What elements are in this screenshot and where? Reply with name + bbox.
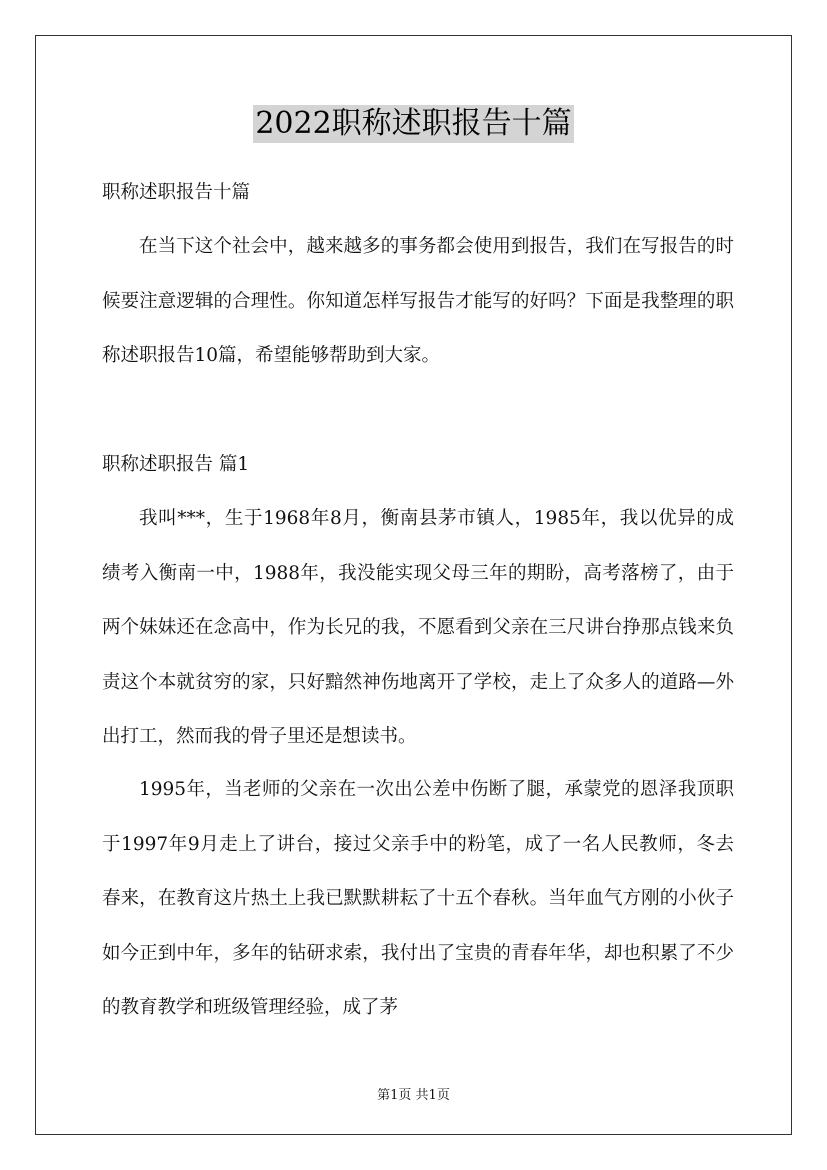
- section-heading: 职称述职报告 篇1: [102, 454, 250, 475]
- title-container: [0, 105, 827, 143]
- intro-paragraph: 在当下这个社会中，越来越多的事务都会使用到报告，我们在写报告的时候要注意逻辑的合理性。你知道怎样写报告才能写的好吗？下面是我整理的职称述职报告10篇，希望能够帮助到大家。: [102, 236, 734, 366]
- body-paragraph-2: 1995年，当老师的父亲在一次出公差中伤断了腿，承蒙党的恩泽我顶职于1997年9月走上了讲台，接过父亲手中的粉笔，成了一名人民教师，冬去春来，在教育这片热土上我已默默耕耘了十五个春秋。当年血气方刚的小伙子如今正到中年，多年的钻研求索，我付出了宝贵的青春年华，却也积累了不少的教育教学和班级管理经验，成了茅: [102, 779, 734, 1018]
- body-paragraph-1: 我叫***，生于1968年8月，衡南县茅市镇人，1985年，我以优异的成绩考入衡南一中，1988年，我没能实现父母三年的期盼，高考落榜了，由于两个妹妹还在念高中，作为长兄的我，不愿看到父亲在三尺讲台挣那点钱来负责这个本就贫穷的家，只好黯然神伤地离开了学校，走上了众多人的道路—外出打工，然而我的骨子里还是想读书。: [102, 508, 734, 747]
- page-footer: 第1页 共1页: [377, 1088, 450, 1103]
- document-title: 2022职称述职报告十篇: [255, 106, 572, 141]
- document-subtitle: 职称述职报告十篇: [102, 182, 251, 203]
